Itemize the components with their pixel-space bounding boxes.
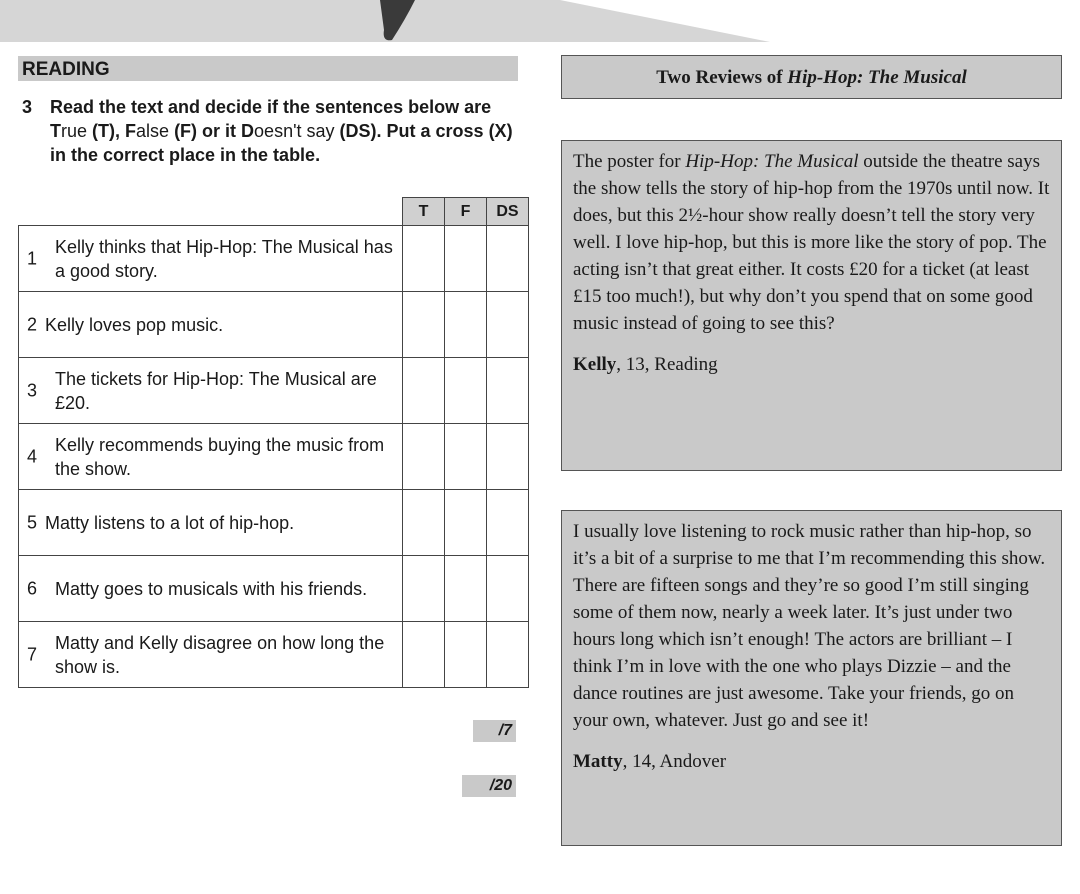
column-header-false: F (445, 198, 487, 226)
review-text-segment: I usually love listening to rock music rather than hip-hop, so it’s a bit of a surprise to me that I’m recommending this show. There are fifteen songs and they’re so good I’m still singing some of them now, nearly a week later. It’s just under two hours long which isn’t enough! The actors are brilliant – I think I’m in love with the one who plays Dizzie – and the dance routines are just awesome. Take your friends, go on your own, whatever. Just go and see it! (573, 521, 1046, 731)
answer-cell-true[interactable] (403, 358, 445, 424)
exercise-number: 3 (22, 97, 33, 117)
review-text-segment: The poster for (573, 151, 686, 172)
review-matty (561, 510, 1062, 846)
statement-number: 1 (27, 248, 38, 268)
instruction-text (50, 95, 522, 167)
author-name: Matty (573, 751, 623, 772)
table-row (19, 292, 529, 358)
answer-cell-false[interactable] (445, 358, 487, 424)
table-row (19, 424, 529, 490)
answer-cell-true[interactable] (403, 424, 445, 490)
author-details: , 14, Andover (622, 751, 727, 772)
statement-text: The tickets for Hip-Hop: The Musical are £20. (55, 368, 377, 413)
section-score-box: /7 (473, 720, 516, 742)
answer-cell-true[interactable] (403, 292, 445, 358)
answer-cell-doesnt-say[interactable] (487, 622, 529, 688)
answer-cell-true[interactable] (403, 556, 445, 622)
instruction-segment: D (241, 121, 255, 141)
answer-table (18, 197, 529, 688)
table-row (19, 622, 529, 688)
answer-cell-false[interactable] (445, 226, 487, 292)
answer-cell-doesnt-say[interactable] (487, 490, 529, 556)
author-details: , 13, Reading (616, 354, 718, 375)
statement-number: 5 (27, 512, 38, 532)
statement-text: Matty listens to a lot of hip-hop. (45, 512, 295, 533)
section-heading: READING (18, 56, 518, 81)
review-kelly (561, 140, 1062, 471)
table-row (19, 358, 529, 424)
instruction-segment: T (50, 121, 61, 141)
review-text (573, 148, 1051, 337)
statement-text: Kelly loves pop music. (45, 314, 224, 335)
answer-cell-false[interactable] (445, 292, 487, 358)
instruction-segment: oesn't say (254, 121, 340, 141)
answer-cell-true[interactable] (403, 226, 445, 292)
answer-cell-true[interactable] (403, 490, 445, 556)
total-score-box: /20 (462, 775, 516, 797)
column-header-doesnt-say: DS (487, 198, 529, 226)
review-text-segment: Hip-Hop: The Musical (685, 151, 859, 172)
answer-cell-false[interactable] (445, 424, 487, 490)
review-signature (573, 748, 1051, 775)
title-text: Two Reviews of (656, 67, 788, 88)
review-text-segment: outside the theatre says the show tells the story of hip-hop from the 1970s until now. It does, but this 2½-hour show really doesn’t tell the story very well. I love hip-hop, but this is more like the story of pop. The acting isn’t that great either. It costs £20 for a ticket (at least £15 too much!), but why don’t you spend that on some good music instead of going to see this? (573, 151, 1050, 334)
statement-text: Kelly thinks that Hip-Hop: The Musical has a good story. (55, 236, 393, 281)
instruction-segment: (DS). Put a cross (X) in the correct place in the table. (50, 121, 513, 165)
exercise-instruction (22, 95, 522, 167)
title-show-name: Hip-Hop: The Musical (787, 67, 967, 88)
answer-cell-true[interactable] (403, 622, 445, 688)
instruction-segment: rue (61, 121, 93, 141)
statement-text: Matty and Kelly disagree on how long the show is. (55, 632, 385, 677)
answer-cell-doesnt-say[interactable] (487, 358, 529, 424)
review-text (573, 518, 1051, 734)
statement-cell (19, 622, 403, 688)
statement-number: 4 (27, 446, 38, 466)
statement-number: 3 (27, 380, 38, 400)
answer-cell-doesnt-say[interactable] (487, 226, 529, 292)
instruction-segment: (F) or it (174, 121, 242, 141)
answer-cell-doesnt-say[interactable] (487, 556, 529, 622)
table-row (19, 556, 529, 622)
statement-cell (19, 490, 403, 556)
instruction-segment: alse (136, 121, 175, 141)
table-row (19, 490, 529, 556)
review-signature (573, 351, 1051, 378)
author-name: Kelly (573, 354, 617, 375)
statement-cell (19, 226, 403, 292)
answer-cell-false[interactable] (445, 556, 487, 622)
statement-text: Matty goes to musicals with his friends. (55, 578, 368, 599)
statement-text: Kelly recommends buying the music from the show. (55, 434, 385, 479)
instruction-segment: (T), (92, 121, 126, 141)
table-row (19, 226, 529, 292)
header-banner-graphic (0, 0, 1080, 45)
statement-cell (19, 424, 403, 490)
reviews-title (561, 55, 1062, 99)
answer-cell-false[interactable] (445, 622, 487, 688)
answer-cell-false[interactable] (445, 490, 487, 556)
answer-cell-doesnt-say[interactable] (487, 292, 529, 358)
statement-cell (19, 292, 403, 358)
instruction-segment: Read the text and decide if the sentences below are (50, 97, 492, 117)
statement-number: 2 (27, 314, 38, 334)
statement-cell (19, 556, 403, 622)
answer-cell-doesnt-say[interactable] (487, 424, 529, 490)
statement-number: 7 (27, 644, 38, 664)
statement-number: 6 (27, 578, 38, 598)
instruction-segment: F (125, 121, 137, 141)
column-header-true: T (403, 198, 445, 226)
statement-cell (19, 358, 403, 424)
